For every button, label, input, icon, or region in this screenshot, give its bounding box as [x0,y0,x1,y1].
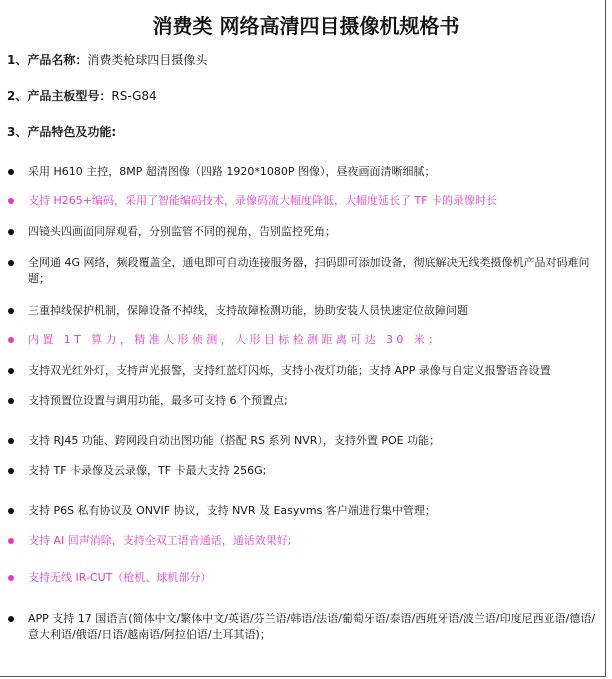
feature-item: 支持 RJ45 功能、跨网段自动出图功能（搭配 RS 系列 NVR），支持外置 POE 功能； [28,434,441,447]
feature-item: 全网通 4G 网络，频段覆盖全，通电即可自动连接服务器，扫码即可添加设备，彻底解决无线类摄像机产品对码难问题； [28,256,590,285]
bullet-icon [8,229,14,235]
bullet-icon [8,575,14,581]
feature-item: 支持 H265+编码，采用了智能编码技术，录像码流大幅度降低，大幅度延长了 TF 卡的录像时长 [28,194,498,207]
feature-item: 内置 1T 算力，精准人形侦测，人形目标检测距离可达 30 米； [28,333,443,346]
bullet-icon [8,438,14,444]
bullet-icon [8,198,14,204]
bullet-icon [8,616,14,622]
bullet-icon [8,508,14,514]
bullet-icon [8,538,14,544]
bullet-icon [8,169,14,175]
bullet-icon [8,468,14,474]
feature-item: 支持无线 IR-CUT（枪机、球机部分） [28,571,212,584]
bullet-icon [8,308,14,314]
section-value: 消费类枪球四目摄像头 [87,53,208,67]
feature-item: 支持预置位设置与调用功能，最多可支持 6 个预置点; [28,394,288,407]
feature-item: 采用 H610 主控，8MP 超清图像（四路 1920*1080P 图像），昼夜画面清晰细腻； [28,165,436,178]
section-features [7,124,116,140]
feature-item: 支持 P6S 私有协议及 ONVIF 协议，支持 NVR 及 Easyvms 客户端进行集中管理； [28,504,436,517]
page-title: 消费类 网络高清四目摄像机规格书 [152,14,460,38]
feature-item: 四镜头四画面同屏观看，分别监管不同的视角，告别监控死角； [28,225,336,238]
feature-item: APP 支持 17 国语言(简体中文/繁体中文/英语/芬兰语/韩语/法语/葡萄牙语/泰语/西班牙语/波兰语/印度尼西亚语/德语/意大利语/俄语/日语/越南语/阿拉伯语/土耳其语)； [28,612,596,641]
section-label: 2、产品主板型号： [7,89,112,103]
bullet-icon [8,398,14,404]
feature-item: 支持双光红外灯，支持声光报警，支持红蓝灯闪烁，支持小夜灯功能；支持 APP 录像与自定义报警语音设置 [28,364,551,377]
section-label: 3、产品特色及功能: [7,125,117,139]
bullet-icon [8,260,14,266]
feature-item: 支持 AI 回声消除，支持全双工语音通话，通话效果好; [28,534,292,547]
section-label: 1、产品名称： [7,53,88,67]
section-board-model [7,88,157,104]
bullet-icon [8,368,14,374]
feature-item: 支持 TF 卡录像及云录像，TF 卡最大支持 256G; [28,464,267,477]
section-product-name [7,52,207,68]
bullet-icon [8,337,14,343]
feature-item: 三重掉线保护机制，保障设备不掉线，支持故障检测功能，协助安装人员快速定位故障问题 [28,304,468,317]
section-value: RS-G84 [111,89,157,103]
